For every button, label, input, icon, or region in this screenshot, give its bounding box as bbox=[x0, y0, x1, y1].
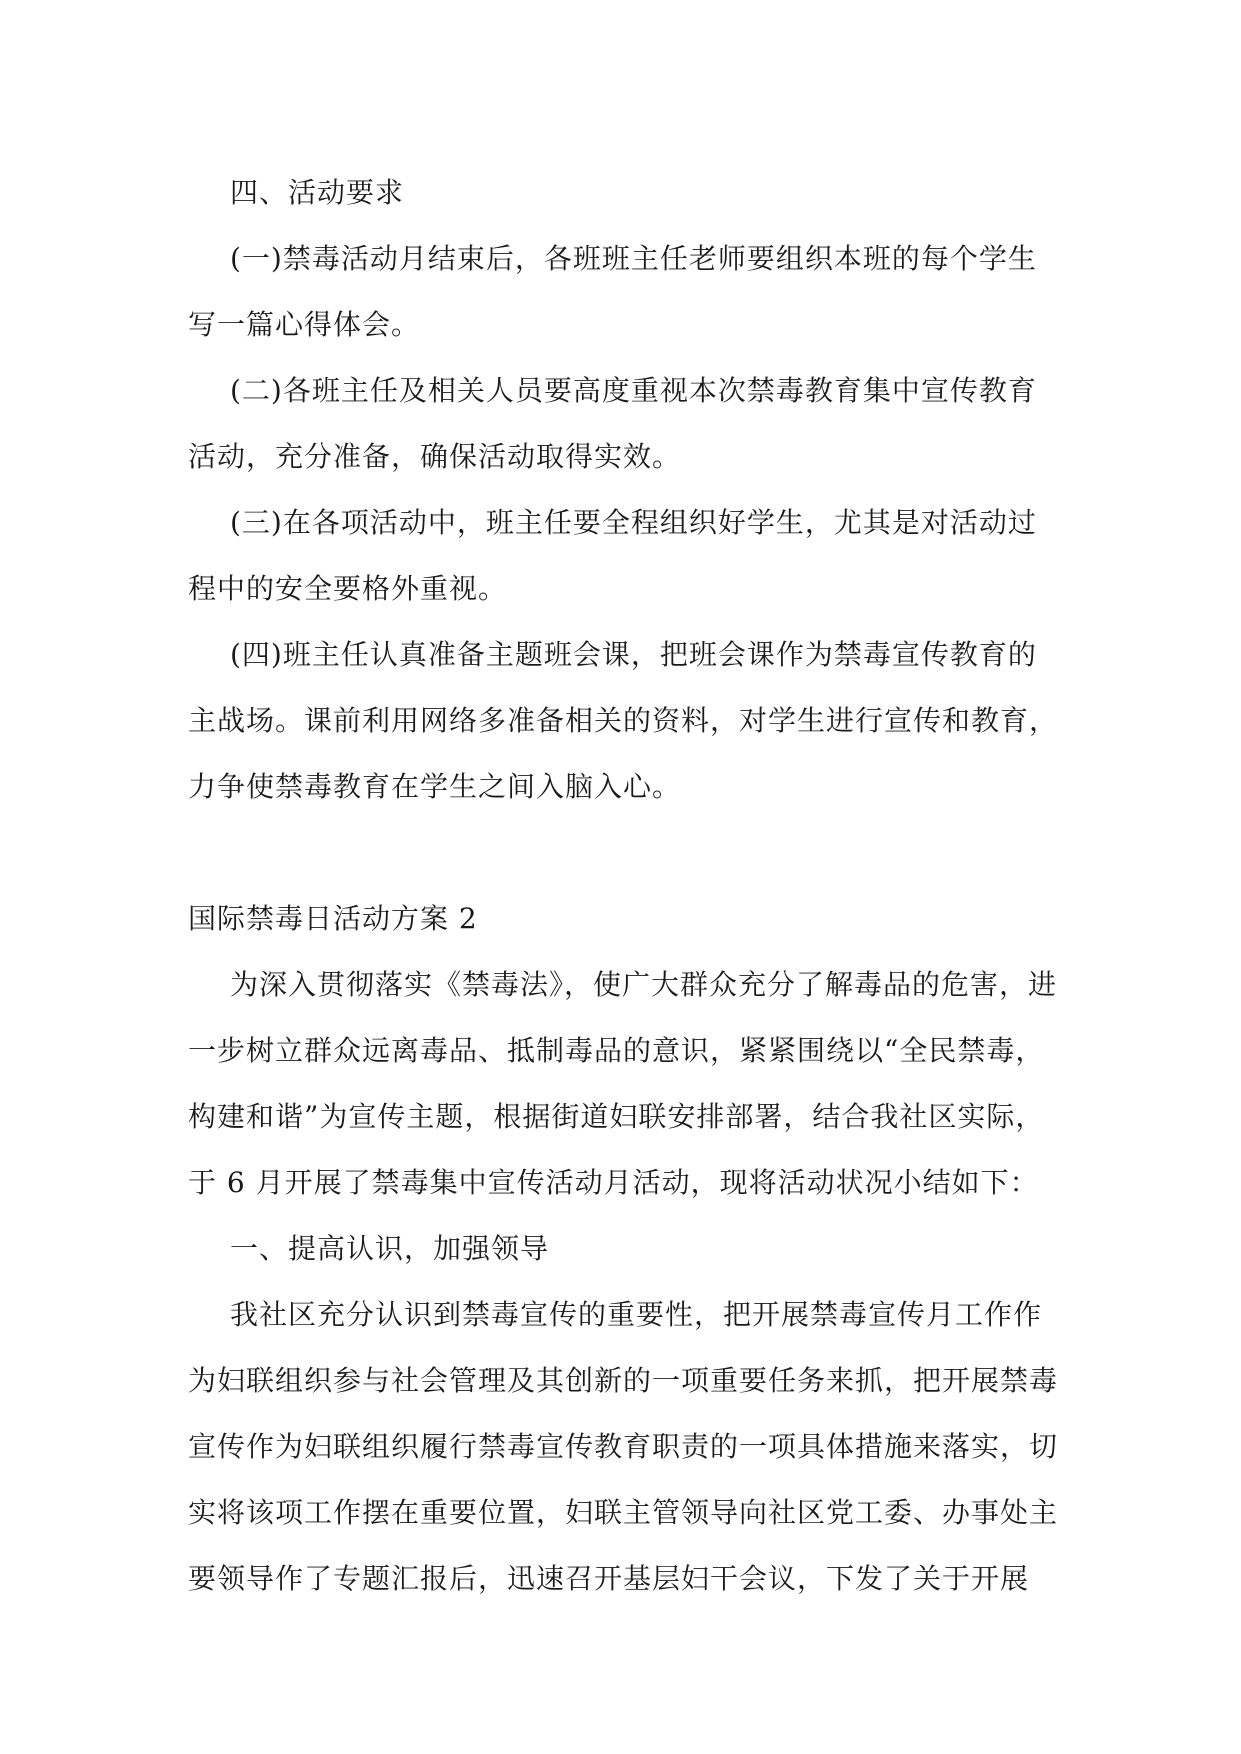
paragraph-line: 构建和谐”为宣传主题，根据街道妇联安排部署，结合我社区实际， bbox=[188, 1100, 1045, 1133]
paragraph-line: 主战场。课前利用网络多准备相关的资料，对学生进行宣传和教育， bbox=[188, 704, 1059, 737]
paragraph-line: 于 6 月开展了禁毒集中宣传活动月活动，现将活动状况小结如下： bbox=[188, 1166, 1039, 1199]
paragraph-line: (三)在各项活动中，班主任要全程组织好学生，尤其是对活动过 bbox=[230, 506, 1037, 539]
requirement-item-3 bbox=[188, 490, 1068, 622]
document-title: 国际禁毒日活动方案 2 bbox=[188, 902, 478, 935]
paragraph-line: (二)各班主任及相关人员要高度重视本次禁毒教育集中宣传教育 bbox=[230, 374, 1037, 407]
paragraph-line: 为深入贯彻落实《禁毒法》，使广大群众充分了解毒品的危害，进 bbox=[230, 968, 1058, 1001]
paragraph-line: 我社区充分认识到禁毒宣传的重要性，把开展禁毒宣传月工作作 bbox=[230, 1298, 1043, 1331]
paragraph-line: 活动，充分准备，确保活动取得实效。 bbox=[188, 440, 682, 473]
requirement-item-4 bbox=[188, 622, 1068, 820]
requirement-item-2 bbox=[188, 358, 1068, 490]
body-paragraph bbox=[188, 1282, 1068, 1612]
requirement-item-1 bbox=[188, 226, 1068, 358]
paragraph-line: (四)班主任认真准备主题班会课，把班会课作为禁毒宣传教育的 bbox=[230, 638, 1037, 671]
paragraph-line: 一步树立群众远离毒品、抵制毒品的意识，紧紧围绕以“全民禁毒， bbox=[188, 1034, 1045, 1067]
paragraph-line: 实将该项工作摆在重要位置，妇联主管领导向社区党工委、办事处主 bbox=[188, 1496, 1059, 1529]
paragraph-line: 为妇联组织参与社会管理及其创新的一项重要任务来抓，把开展禁毒 bbox=[188, 1364, 1059, 1397]
section-heading-requirements: 四、活动要求 bbox=[230, 176, 405, 209]
document-body bbox=[188, 160, 1068, 1612]
intro-paragraph bbox=[188, 952, 1068, 1216]
section-spacer bbox=[188, 820, 1068, 886]
paragraph-line: 程中的安全要格外重视。 bbox=[188, 572, 508, 605]
section-subheading: 一、提高认识，加强领导 bbox=[230, 1232, 550, 1265]
paragraph-line: 宣传作为妇联组织履行禁毒宣传教育职责的一项具体措施来落实，切 bbox=[188, 1430, 1059, 1463]
paragraph-line: 要领导作了专题汇报后，迅速召开基层妇干会议，下发了关于开展 bbox=[188, 1562, 1030, 1595]
paragraph-line: 力争使禁毒教育在学生之间入脑入心。 bbox=[188, 770, 682, 803]
paragraph-line: (一)禁毒活动月结束后，各班班主任老师要组织本班的每个学生 bbox=[230, 242, 1037, 275]
paragraph-line: 写一篇心得体会。 bbox=[188, 308, 421, 341]
